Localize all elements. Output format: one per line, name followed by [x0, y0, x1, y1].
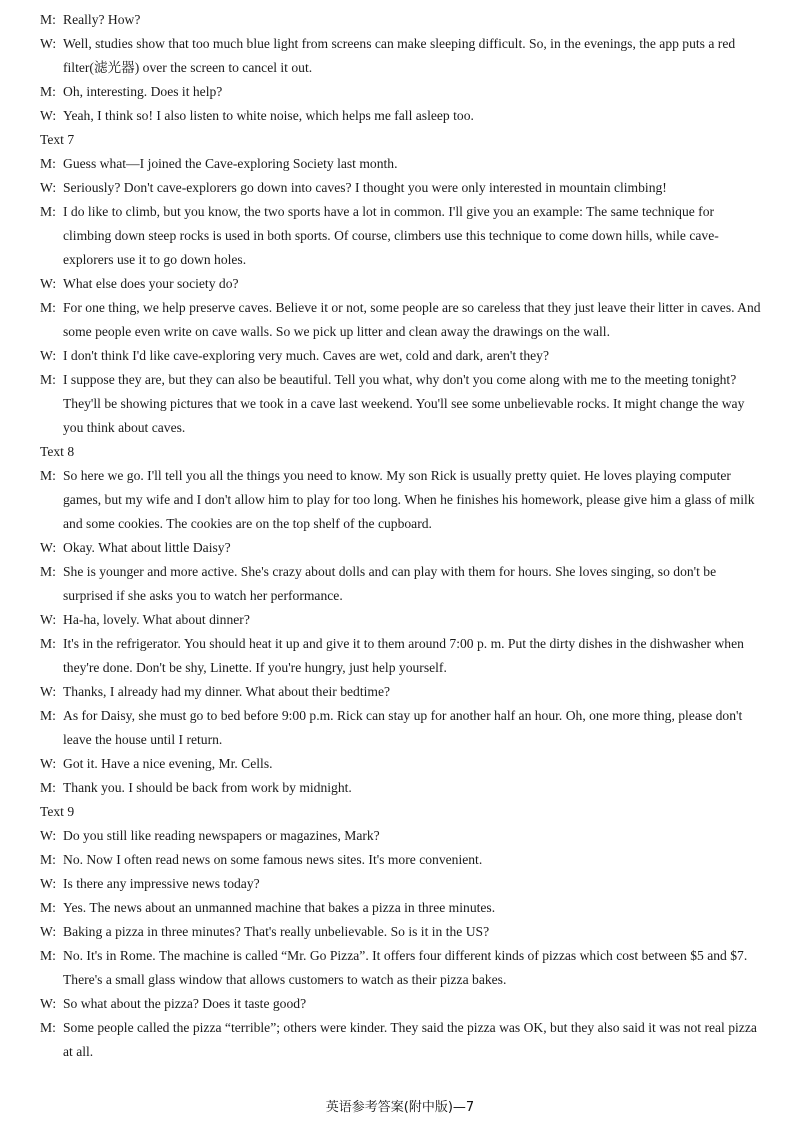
dialogue-line: [40, 152, 762, 176]
speaker-label: W:: [40, 540, 57, 555]
dialogue-text: Really? How?: [63, 12, 141, 27]
dialogue-text: Got it. Have a nice evening, Mr. Cells.: [63, 756, 273, 771]
speaker-label: M:: [40, 564, 56, 579]
dialogue-text: She is younger and more active. She's crazy about dolls and can play with them for hours. She loves singing, so don't be surprised if she asks you to watch her performance.: [63, 564, 717, 603]
dialogue-line: [40, 8, 762, 32]
dialogue-text: I don't think I'd like cave-exploring very much. Caves are wet, cold and dark, aren't they?: [63, 348, 549, 363]
speaker-label: W:: [40, 276, 57, 291]
dialogue-text: Ha-ha, lovely. What about dinner?: [63, 612, 250, 627]
dialogue-line: [40, 560, 762, 608]
speaker-label: M:: [40, 948, 56, 963]
dialogue-line: [40, 752, 762, 776]
speaker-label: W:: [40, 612, 57, 627]
speaker-label: W:: [40, 756, 57, 771]
section-heading: Text 7: [40, 132, 75, 147]
speaker-label: M:: [40, 300, 56, 315]
dialogue-text: Do you still like reading newspapers or magazines, Mark?: [63, 828, 380, 843]
dialogue-text: Thank you. I should be back from work by midnight.: [63, 780, 352, 795]
section-heading: Text 8: [40, 444, 75, 459]
dialogue-line: [40, 104, 762, 128]
dialogue-text: No. It's in Rome. The machine is called “Mr. Go Pizza”. It offers four different kinds of pizzas which cost between $5 and $7. There's a small glass window that allows customers to watch as their pizza bakes.: [63, 948, 748, 987]
speaker-label: M:: [40, 780, 56, 795]
dialogue-line: [40, 608, 762, 632]
speaker-label: W:: [40, 996, 57, 1011]
dialogue-text: What else does your society do?: [63, 276, 239, 291]
dialogue-line: [40, 1016, 762, 1064]
dialogue-line: [40, 872, 762, 896]
dialogue-text: Seriously? Don't cave-explorers go down into caves? I thought you were only interested in mountain climbing!: [63, 180, 667, 195]
dialogue-text: Yeah, I think so! I also listen to white noise, which helps me fall asleep too.: [63, 108, 474, 123]
dialogue-text: Thanks, I already had my dinner. What about their bedtime?: [63, 684, 391, 699]
dialogue-text: Is there any impressive news today?: [63, 876, 260, 891]
dialogue-text: I suppose they are, but they can also be beautiful. Tell you what, why don't you come along with me to the meeting tonight? They'll be showing pictures that we took in a cave last weekend. You'll see some unbelievable rocks. It might change the way you think about caves.: [63, 372, 745, 435]
dialogue-text: It's in the refrigerator. You should heat it up and give it to them around 7:00 p. m. Put the dirty dishes in the dishwasher when they're done. Don't be shy, Linette. If you're hungry, just help yourself.: [63, 636, 744, 675]
speaker-label: M:: [40, 156, 56, 171]
speaker-label: M:: [40, 468, 56, 483]
speaker-label: W:: [40, 924, 57, 939]
dialogue-text: For one thing, we help preserve caves. Believe it or not, some people are so careless that they just leave their litter in caves. And some people even write on cave walls. So we pick up litter and clean away the drawings on the wall.: [63, 300, 761, 339]
dialogue-line: [40, 536, 762, 560]
dialogue-line: [40, 680, 762, 704]
dialogue-line: [40, 848, 762, 872]
transcript-body: [40, 8, 762, 1064]
dialogue-text: Yes. The news about an unmanned machine that bakes a pizza in three minutes.: [63, 900, 496, 915]
speaker-label: W:: [40, 108, 57, 123]
dialogue-line: [40, 920, 762, 944]
speaker-label: M:: [40, 636, 56, 651]
dialogue-text: I do like to climb, but you know, the two sports have a lot in common. I'll give you an example: The same technique for climbing down steep rocks is used in both sports. Of course, climbers use this technique to come down hills, while cave-explorers use it to go down holes.: [63, 204, 719, 267]
dialogue-line: [40, 776, 762, 800]
dialogue-line: [40, 944, 762, 992]
dialogue-text: Some people called the pizza “terrible”; others were kinder. They said the pizza was OK, but they also said it was not real pizza at all.: [63, 1020, 757, 1059]
dialogue-line: [40, 344, 762, 368]
speaker-label: W:: [40, 876, 57, 891]
dialogue-line: [40, 272, 762, 296]
dialogue-text: Guess what—I joined the Cave-exploring Society last month.: [63, 156, 398, 171]
speaker-label: W:: [40, 36, 57, 51]
dialogue-line: [40, 824, 762, 848]
speaker-label: M:: [40, 900, 56, 915]
dialogue-text: So what about the pizza? Does it taste good?: [63, 996, 307, 1011]
speaker-label: W:: [40, 348, 57, 363]
dialogue-text: Well, studies show that too much blue light from screens can make sleeping difficult. So, in the evenings, the app puts a red filter(滤光器) over the screen to cancel it out.: [63, 36, 736, 75]
speaker-label: M:: [40, 372, 56, 387]
dialogue-line: [40, 992, 762, 1016]
dialogue-line: [40, 176, 762, 200]
speaker-label: M:: [40, 84, 56, 99]
dialogue-line: [40, 896, 762, 920]
speaker-label: M:: [40, 708, 56, 723]
speaker-label: M:: [40, 12, 56, 27]
speaker-label: M:: [40, 204, 56, 219]
dialogue-text: No. Now I often read news on some famous news sites. It's more convenient.: [63, 852, 483, 867]
speaker-label: W:: [40, 828, 57, 843]
speaker-label: W:: [40, 180, 57, 195]
dialogue-line: [40, 200, 762, 272]
speaker-label: M:: [40, 852, 56, 867]
dialogue-text: Oh, interesting. Does it help?: [63, 84, 223, 99]
dialogue-text: Baking a pizza in three minutes? That's really unbelievable. So is it in the US?: [63, 924, 490, 939]
dialogue-line: [40, 464, 762, 536]
dialogue-line: [40, 296, 762, 344]
dialogue-text: As for Daisy, she must go to bed before 9:00 p.m. Rick can stay up for another half an hour. Oh, one more thing, please don't leave the house until I return.: [63, 708, 743, 747]
dialogue-line: [40, 632, 762, 680]
page-footer: 英语参考答案(附中版)—7: [325, 1100, 475, 1115]
dialogue-line: [40, 368, 762, 440]
dialogue-line: [40, 704, 762, 752]
dialogue-line: [40, 32, 762, 80]
section-heading: Text 9: [40, 804, 75, 819]
speaker-label: W:: [40, 684, 57, 699]
dialogue-line: [40, 80, 762, 104]
dialogue-text: Okay. What about little Daisy?: [63, 540, 231, 555]
speaker-label: M:: [40, 1020, 56, 1035]
dialogue-text: So here we go. I'll tell you all the things you need to know. My son Rick is usually pretty quiet. He loves playing computer games, but my wife and I don't allow him to play for too long. When he finishes his homework, please give him a glass of milk and some cookies. The cookies are on the top shelf of the cupboard.: [63, 468, 755, 531]
